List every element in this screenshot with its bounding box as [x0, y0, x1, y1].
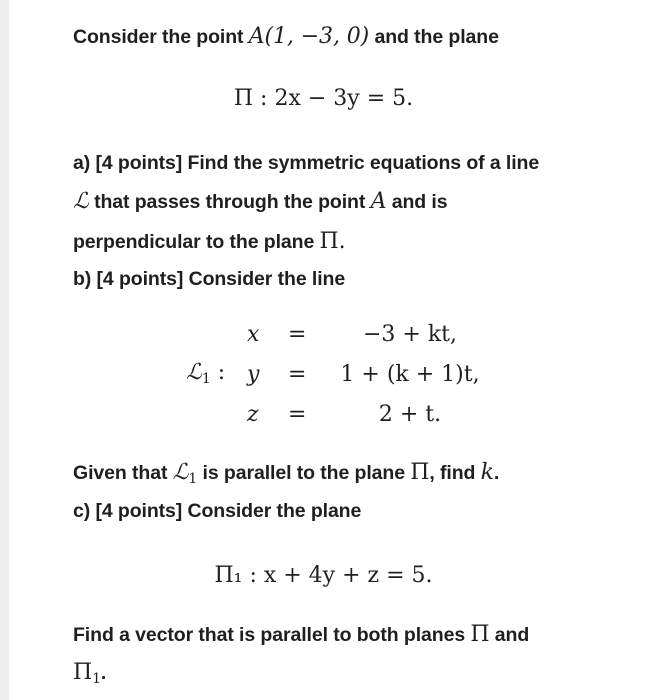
part-c-line-1: c) [4 points] Consider the plane [73, 500, 362, 522]
find-text: Find a vector that is parallel to both planes [73, 624, 471, 646]
part-c-find-line [73, 622, 529, 647]
part-c-last-line [73, 660, 106, 687]
system-row-rhs: −3 + kt, [362, 322, 457, 347]
system-row-var: x [247, 322, 260, 347]
system-row-eq: = [288, 402, 307, 427]
system-name-colon: : [210, 360, 226, 385]
last-end: . [100, 662, 107, 684]
given-line-symbol: ℒ [172, 460, 189, 485]
system-row-rhs: 1 + (k + 1)t, [340, 362, 480, 387]
intro-text: Consider the point [73, 26, 249, 48]
point-a-symbol: A [370, 189, 387, 214]
last-plane-subscript: 1 [92, 671, 101, 687]
plane-pi-symbol: Π. [319, 229, 346, 254]
given-mid-text: is parallel to the plane [197, 462, 411, 484]
part-b-given-line [73, 460, 499, 487]
part-a-line-2-text: that passes through the point [88, 191, 371, 213]
system-row-var: y [247, 362, 260, 387]
given-k-symbol: k [480, 460, 494, 485]
system-row-eq: = [288, 322, 307, 347]
part-a-line-1: a) [4 points] Find the symmetric equations of a line [73, 152, 540, 174]
given-text: Given that [73, 462, 173, 484]
system-name-symbol: ℒ [186, 360, 202, 385]
intro-line [73, 24, 499, 49]
system-row-var: z [247, 402, 259, 427]
point-a: A(1, −3, 0) [248, 24, 370, 49]
part-a-line-3 [73, 229, 346, 254]
system-name-subscript: 1 [201, 371, 211, 387]
line-l-symbol: ℒ [73, 189, 89, 214]
system-row-eq: = [288, 362, 307, 387]
last-plane-symbol: Π [73, 660, 93, 685]
part-b-line-1: b) [4 points] Consider the line [73, 268, 346, 290]
given-line-subscript: 1 [188, 471, 198, 487]
given-end: . [493, 462, 500, 484]
find-plane-symbol: Π [470, 622, 490, 647]
system-row-rhs: 2 + t. [378, 402, 442, 427]
given-find-text: , find [429, 462, 481, 484]
plane1-equation: Π₁ : x + 4y + z = 5. [214, 563, 433, 588]
system-name [186, 360, 225, 387]
given-plane-symbol: Π [410, 460, 430, 485]
part-a-line-3-text: perpendicular to the plane [73, 231, 320, 253]
part-a-line-2 [73, 189, 447, 214]
part-a-line-2-end: and is [386, 191, 448, 213]
intro-text-after: and the plane [369, 26, 499, 48]
find-and-text: and [489, 624, 530, 646]
plane-equation: Π : 2x − 3y = 5. [233, 86, 414, 111]
